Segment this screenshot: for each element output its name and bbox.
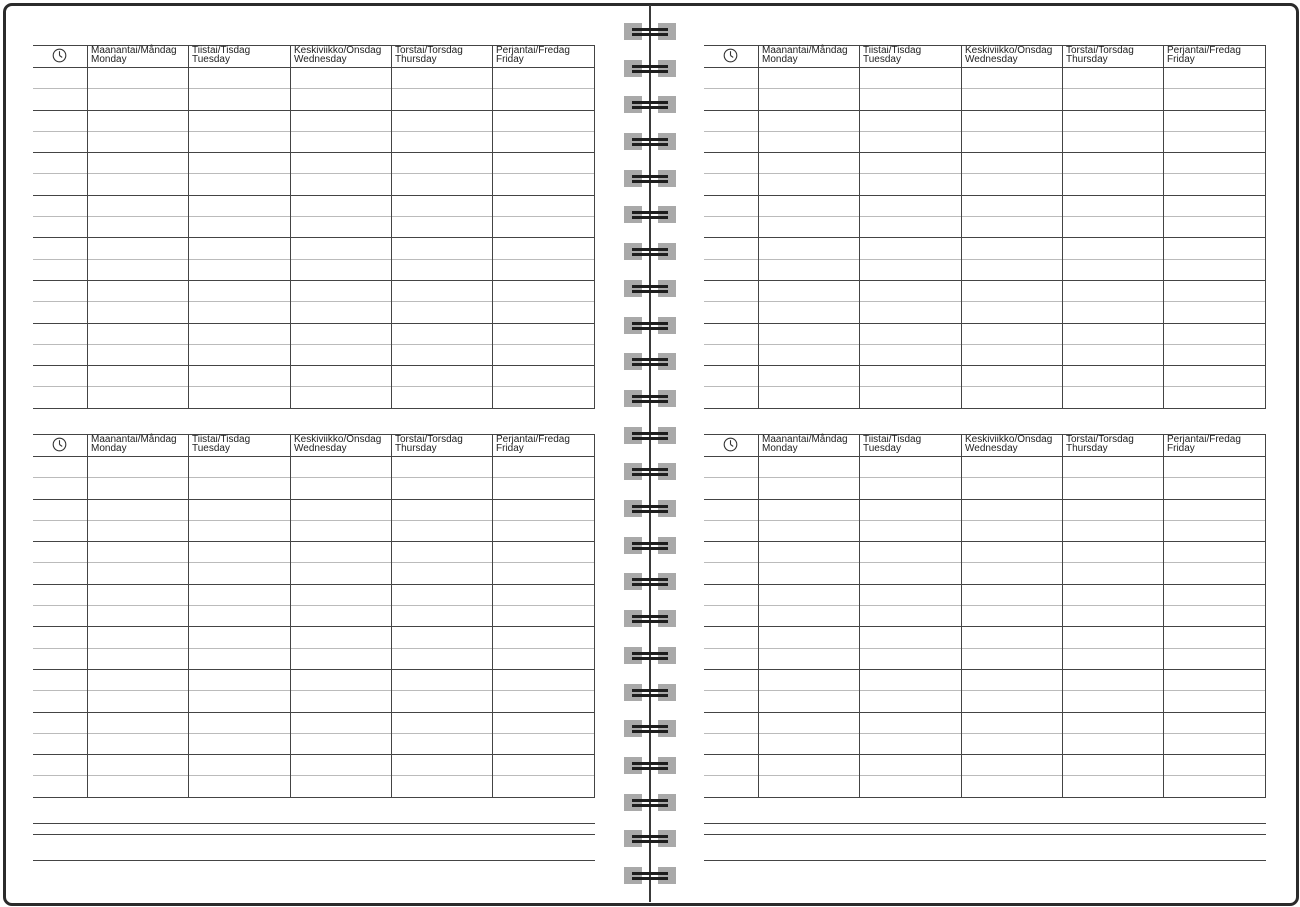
spiral-ring — [624, 647, 676, 664]
schedule-row[interactable] — [704, 345, 1266, 366]
spiral-ring — [624, 573, 676, 590]
schedule-row[interactable] — [704, 196, 1266, 217]
column-divider — [1062, 435, 1063, 456]
day-label-english: Monday — [91, 443, 127, 454]
schedule-row[interactable] — [33, 174, 595, 195]
day-header-friday — [1163, 435, 1266, 456]
day-label-english: Thursday — [395, 443, 437, 454]
schedule-header-row — [33, 45, 595, 68]
schedule-top-right — [704, 45, 1266, 409]
day-label-english: Tuesday — [863, 54, 901, 65]
schedule-row[interactable] — [33, 542, 595, 563]
column-divider — [1062, 46, 1063, 67]
spiral-ring — [624, 684, 676, 701]
schedule-row[interactable] — [33, 478, 595, 499]
day-header-wednesday — [290, 46, 391, 67]
day-label-english: Tuesday — [863, 443, 901, 454]
column-divider — [391, 435, 392, 456]
schedule-row[interactable] — [33, 68, 595, 89]
schedule-row[interactable] — [704, 649, 1266, 670]
day-label-local: Tiistai/Tisdag — [192, 434, 251, 445]
schedule-row[interactable] — [704, 153, 1266, 174]
day-label-english: Wednesday — [965, 54, 1018, 65]
column-divider — [758, 46, 759, 67]
schedule-row[interactable] — [704, 755, 1266, 776]
column-divider — [1265, 46, 1266, 67]
schedule-row[interactable] — [33, 755, 595, 776]
time-column-header — [33, 435, 87, 456]
schedule-row[interactable] — [33, 238, 595, 259]
day-label-local: Torstai/Torsdag — [1066, 434, 1134, 445]
schedule-row[interactable] — [33, 691, 595, 712]
spiral-ring — [624, 427, 676, 444]
day-label-local: Perjantai/Fredag — [1167, 434, 1241, 445]
schedule-header-row — [704, 45, 1266, 68]
schedule-row[interactable] — [704, 281, 1266, 302]
day-label-local: Tiistai/Tisdag — [192, 45, 251, 56]
column-divider — [594, 46, 595, 67]
schedule-row[interactable] — [704, 713, 1266, 734]
schedule-body — [33, 457, 595, 798]
schedule-bottom-left — [33, 434, 595, 798]
schedule-bottom-right — [704, 434, 1266, 798]
schedule-row[interactable] — [704, 585, 1266, 606]
day-label-english: Friday — [496, 443, 524, 454]
schedule-row[interactable] — [704, 387, 1266, 408]
day-header-thursday — [1062, 435, 1163, 456]
spiral-ring — [624, 280, 676, 297]
note-line[interactable] — [704, 834, 1266, 835]
schedule-row[interactable] — [704, 238, 1266, 259]
schedule-row[interactable] — [33, 153, 595, 174]
schedule-row[interactable] — [33, 776, 595, 797]
note-line[interactable] — [704, 860, 1266, 861]
column-divider — [961, 435, 962, 456]
day-header-monday — [87, 435, 188, 456]
day-label-local: Torstai/Torsdag — [395, 45, 463, 56]
day-label-english: Wednesday — [965, 443, 1018, 454]
day-label-local: Keskiviikko/Onsdag — [294, 45, 382, 56]
day-label-english: Thursday — [1066, 443, 1108, 454]
schedule-top-left — [33, 45, 595, 409]
column-divider — [290, 46, 291, 67]
day-header-thursday — [391, 435, 492, 456]
column-divider — [859, 435, 860, 456]
schedule-body — [704, 457, 1266, 798]
schedule-body — [704, 68, 1266, 409]
day-header-monday — [758, 435, 859, 456]
day-label-english: Wednesday — [294, 54, 347, 65]
schedule-row[interactable] — [704, 132, 1266, 153]
day-header-friday — [492, 46, 595, 67]
schedule-row[interactable] — [33, 345, 595, 366]
schedule-row[interactable] — [704, 627, 1266, 648]
day-label-local: Keskiviikko/Onsdag — [294, 434, 382, 445]
day-header-friday — [492, 435, 595, 456]
day-header-friday — [1163, 46, 1266, 67]
schedule-row[interactable] — [33, 563, 595, 584]
day-label-english: Tuesday — [192, 54, 230, 65]
schedule-row[interactable] — [704, 691, 1266, 712]
schedule-note-strip[interactable] — [33, 407, 595, 435]
schedule-row[interactable] — [33, 521, 595, 542]
schedule-row[interactable] — [704, 563, 1266, 584]
schedule-note-strip[interactable] — [33, 796, 595, 824]
day-label-local: Torstai/Torsdag — [1066, 45, 1134, 56]
note-line[interactable] — [33, 834, 595, 835]
spiral-ring — [624, 133, 676, 150]
time-column-header — [704, 46, 758, 67]
schedule-header-row — [33, 434, 595, 457]
time-column-header — [704, 435, 758, 456]
schedule-row[interactable] — [704, 478, 1266, 499]
day-header-thursday — [1062, 46, 1163, 67]
day-label-local: Perjantai/Fredag — [1167, 45, 1241, 56]
schedule-row[interactable] — [704, 302, 1266, 323]
day-label-local: Tiistai/Tisdag — [863, 45, 922, 56]
spiral-ring — [624, 830, 676, 847]
clock-icon — [723, 48, 738, 63]
column-divider — [492, 435, 493, 456]
day-label-english: Thursday — [395, 54, 437, 65]
day-header-tuesday — [188, 435, 290, 456]
day-label-local: Maanantai/Måndag — [91, 45, 177, 56]
day-header-tuesday — [859, 46, 961, 67]
spiral-ring — [624, 537, 676, 554]
schedule-row[interactable] — [33, 585, 595, 606]
column-divider — [391, 46, 392, 67]
schedule-row[interactable] — [33, 324, 595, 345]
column-divider — [961, 46, 962, 67]
schedule-row[interactable] — [704, 457, 1266, 478]
column-divider — [188, 46, 189, 67]
day-label-english: Monday — [762, 54, 798, 65]
column-divider — [290, 435, 291, 456]
schedule-row[interactable] — [33, 627, 595, 648]
column-divider — [1163, 46, 1164, 67]
day-label-local: Torstai/Torsdag — [395, 434, 463, 445]
day-header-tuesday — [859, 435, 961, 456]
day-header-monday — [87, 46, 188, 67]
day-header-thursday — [391, 46, 492, 67]
schedule-row[interactable] — [704, 500, 1266, 521]
schedule-row[interactable] — [704, 521, 1266, 542]
day-label-local: Maanantai/Måndag — [762, 45, 848, 56]
column-divider — [188, 435, 189, 456]
spiral-ring — [624, 96, 676, 113]
note-line[interactable] — [33, 860, 595, 861]
schedule-row[interactable] — [704, 217, 1266, 238]
spiral-ring — [624, 463, 676, 480]
schedule-row[interactable] — [33, 734, 595, 755]
spiral-ring — [624, 867, 676, 884]
column-divider — [87, 435, 88, 456]
column-divider — [859, 46, 860, 67]
spiral-ring — [624, 243, 676, 260]
day-label-english: Friday — [1167, 54, 1195, 65]
day-label-english: Tuesday — [192, 443, 230, 454]
schedule-row[interactable] — [704, 174, 1266, 195]
day-header-wednesday — [290, 435, 391, 456]
schedule-row[interactable] — [704, 260, 1266, 281]
day-label-english: Friday — [496, 54, 524, 65]
spiral-ring — [624, 353, 676, 370]
schedule-row[interactable] — [704, 606, 1266, 627]
day-label-local: Maanantai/Måndag — [762, 434, 848, 445]
day-label-local: Keskiviikko/Onsdag — [965, 434, 1053, 445]
spiral-ring — [624, 317, 676, 334]
schedule-row[interactable] — [704, 776, 1266, 797]
spiral-ring — [624, 757, 676, 774]
column-divider — [492, 46, 493, 67]
spiral-ring — [624, 170, 676, 187]
column-divider — [1265, 435, 1266, 456]
day-label-local: Perjantai/Fredag — [496, 434, 570, 445]
schedule-row[interactable] — [33, 457, 595, 478]
day-header-tuesday — [188, 46, 290, 67]
spiral-ring — [624, 794, 676, 811]
schedule-row[interactable] — [33, 111, 595, 132]
schedule-row[interactable] — [33, 302, 595, 323]
schedule-row[interactable] — [33, 132, 595, 153]
spiral-ring — [624, 206, 676, 223]
schedule-note-strip[interactable] — [704, 796, 1266, 824]
schedule-row[interactable] — [33, 649, 595, 670]
spiral-ring — [624, 60, 676, 77]
day-header-wednesday — [961, 46, 1062, 67]
column-divider — [87, 46, 88, 67]
spiral-ring — [624, 390, 676, 407]
column-divider — [1163, 435, 1164, 456]
schedule-row[interactable] — [33, 260, 595, 281]
day-label-english: Friday — [1167, 443, 1195, 454]
schedule-row[interactable] — [704, 366, 1266, 387]
day-header-wednesday — [961, 435, 1062, 456]
schedule-row[interactable] — [33, 713, 595, 734]
schedule-row[interactable] — [704, 68, 1266, 89]
schedule-row[interactable] — [33, 606, 595, 627]
schedule-row[interactable] — [33, 670, 595, 691]
schedule-row[interactable] — [704, 670, 1266, 691]
schedule-row[interactable] — [704, 111, 1266, 132]
schedule-row[interactable] — [33, 217, 595, 238]
spiral-ring — [624, 720, 676, 737]
day-label-local: Maanantai/Måndag — [91, 434, 177, 445]
day-label-english: Thursday — [1066, 54, 1108, 65]
clock-icon — [52, 48, 67, 63]
schedule-row[interactable] — [704, 542, 1266, 563]
schedule-row[interactable] — [33, 500, 595, 521]
schedule-row[interactable] — [33, 89, 595, 110]
schedule-row[interactable] — [33, 196, 595, 217]
day-label-local: Keskiviikko/Onsdag — [965, 45, 1053, 56]
schedule-row[interactable] — [33, 281, 595, 302]
schedule-body — [33, 68, 595, 409]
schedule-row[interactable] — [704, 734, 1266, 755]
day-label-local: Perjantai/Fredag — [496, 45, 570, 56]
spiral-ring — [624, 500, 676, 517]
column-divider — [594, 435, 595, 456]
schedule-header-row — [704, 434, 1266, 457]
schedule-note-strip[interactable] — [704, 407, 1266, 435]
day-label-local: Tiistai/Tisdag — [863, 434, 922, 445]
time-column-header — [33, 46, 87, 67]
day-label-english: Monday — [762, 443, 798, 454]
column-divider — [758, 435, 759, 456]
spiral-ring — [624, 610, 676, 627]
schedule-row[interactable] — [33, 366, 595, 387]
day-label-english: Monday — [91, 54, 127, 65]
clock-icon — [52, 437, 67, 452]
day-label-english: Wednesday — [294, 443, 347, 454]
clock-icon — [723, 437, 738, 452]
schedule-row[interactable] — [704, 89, 1266, 110]
spiral-ring — [624, 23, 676, 40]
day-header-monday — [758, 46, 859, 67]
schedule-row[interactable] — [33, 387, 595, 408]
schedule-row[interactable] — [704, 324, 1266, 345]
